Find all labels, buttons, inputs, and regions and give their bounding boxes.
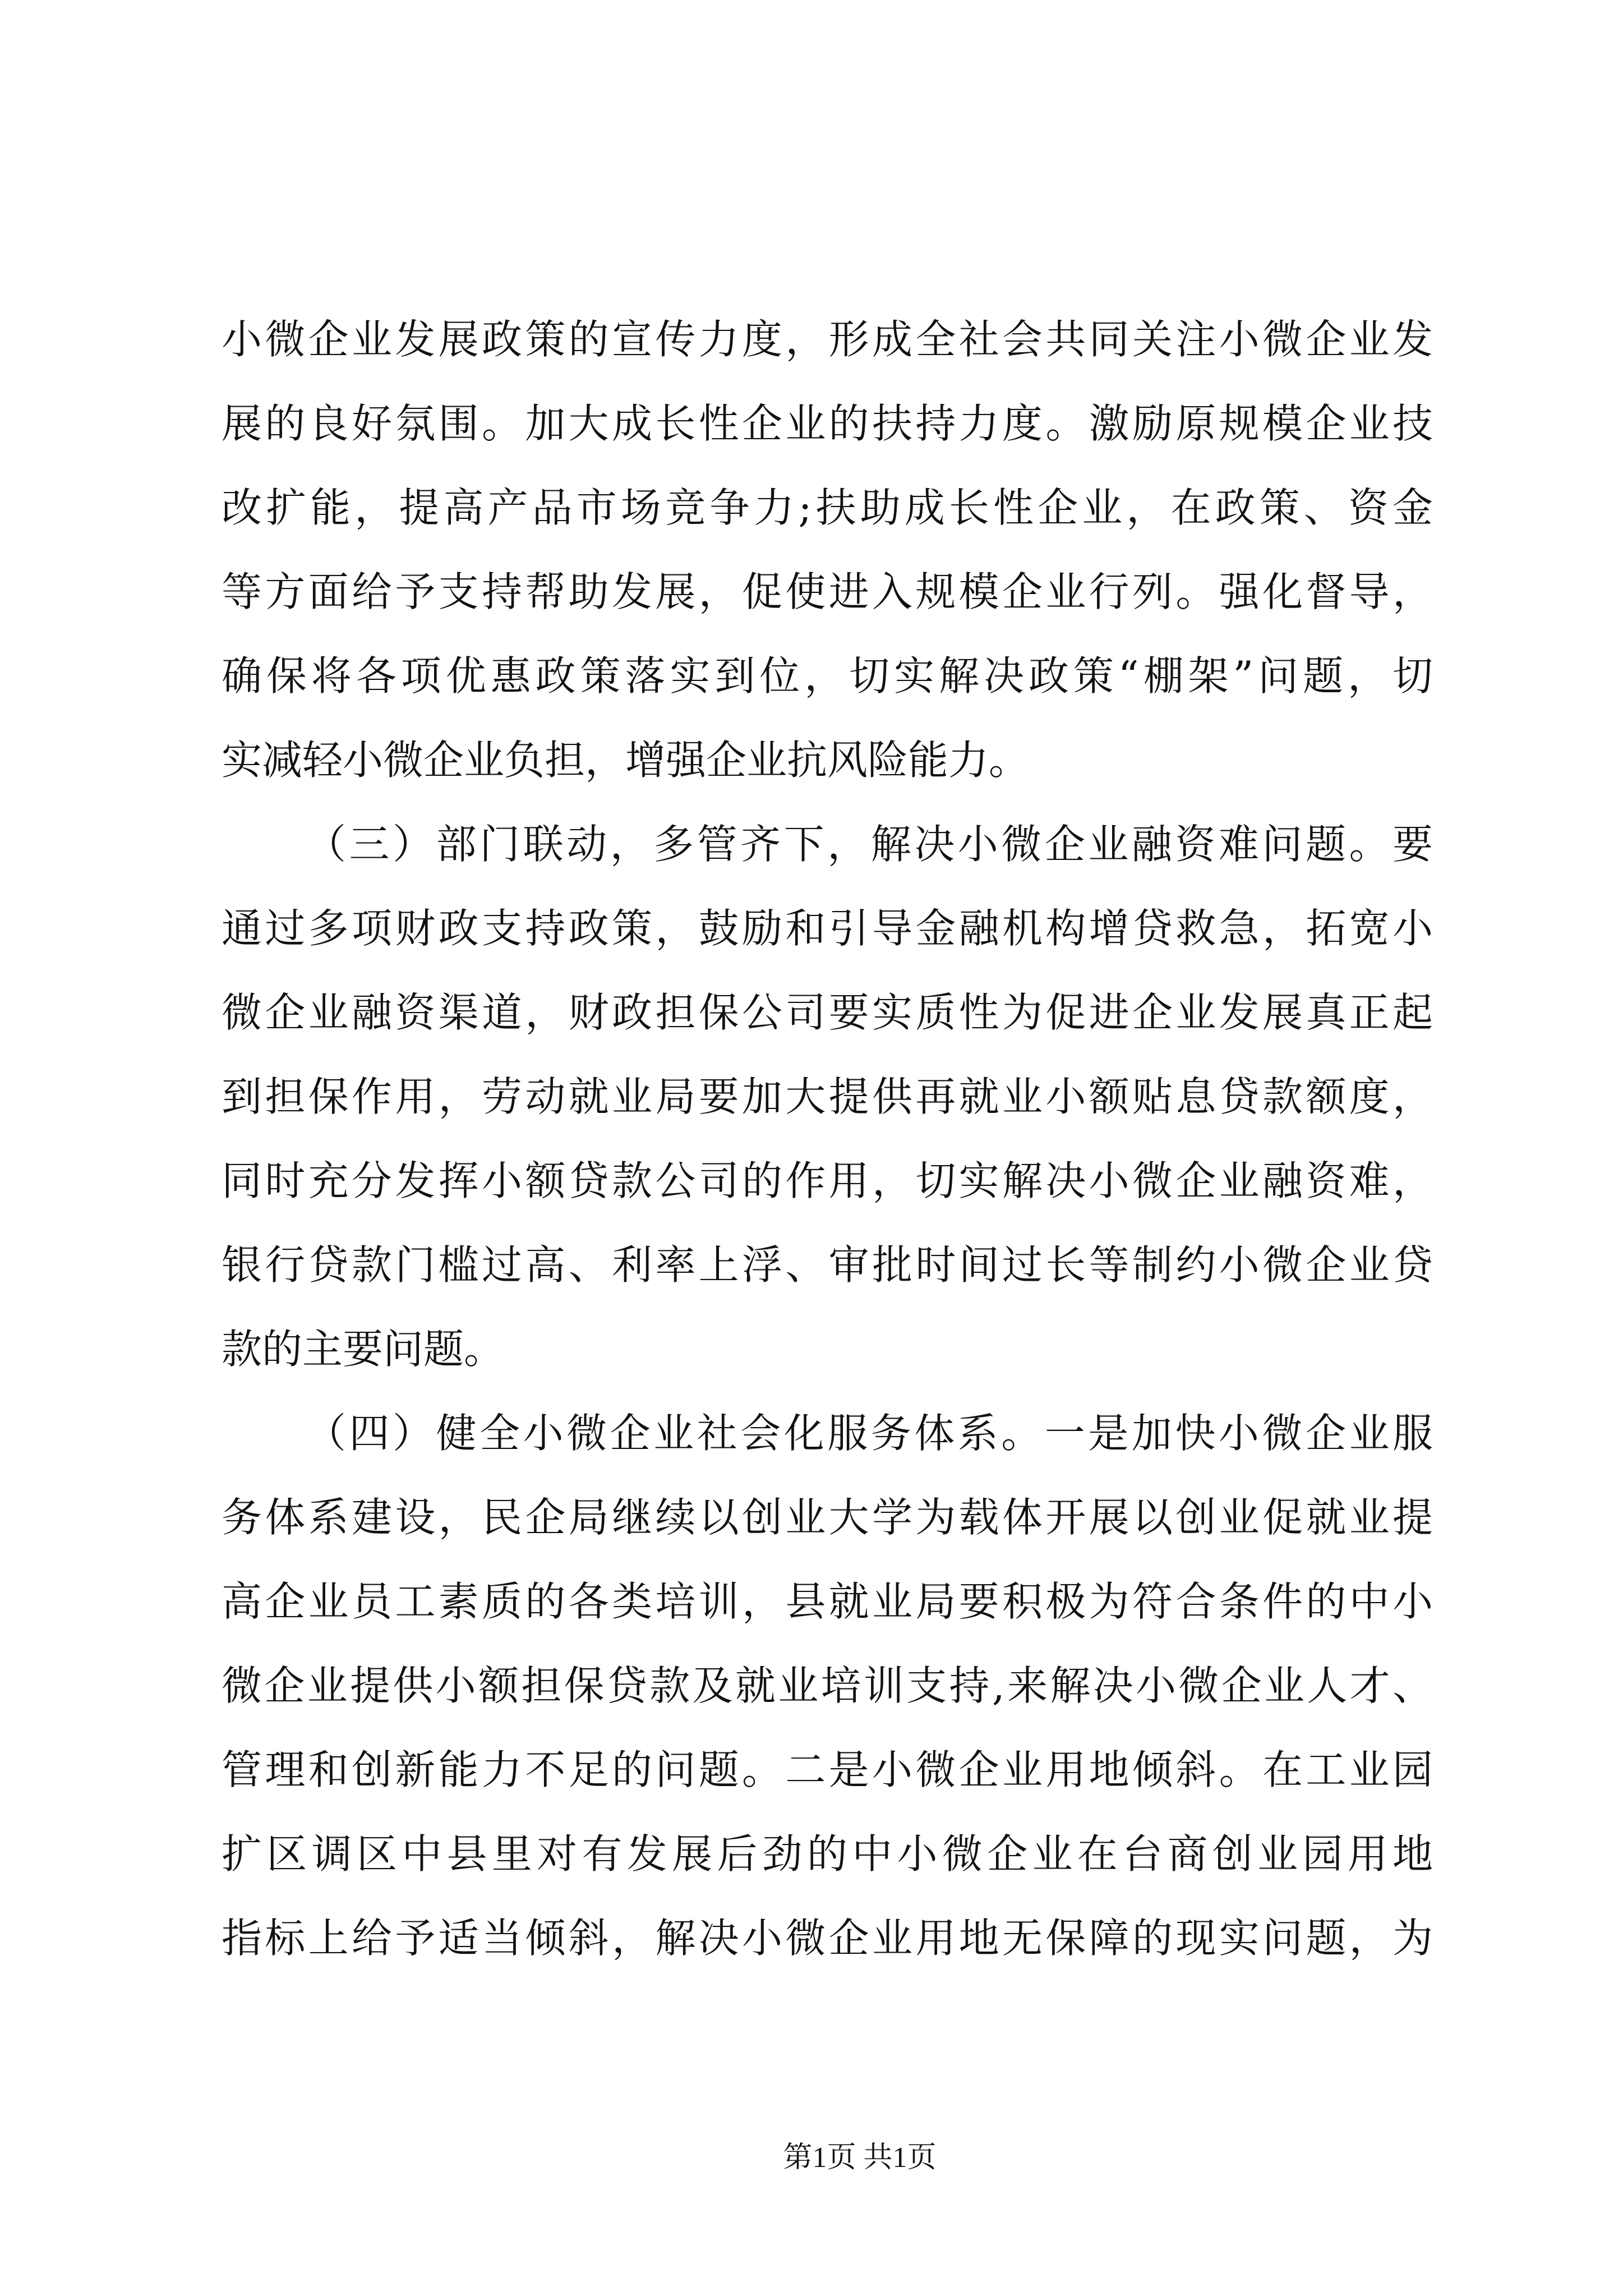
paragraph bbox=[222, 802, 1433, 1391]
text-line: （四）健全小微企业社会化服务体系。一是加快小微企业服 bbox=[306, 1410, 1433, 1457]
document-body bbox=[222, 297, 1433, 1980]
text-line: 扩区调区中县里对有发展后劲的中小微企业在台商创业园用地 bbox=[222, 1830, 1433, 1878]
text-line: 展的良好氛围。加大成长性企业的扶持力度。激励原规模企业技 bbox=[222, 400, 1433, 447]
text-line: 等方面给予支持帮助发展，促使进入规模企业行列。强化督导， bbox=[222, 568, 1433, 615]
text-line: 微企业融资渠道，财政担保公司要实质性为促进企业发展真正起 bbox=[222, 989, 1433, 1036]
text-line: 银行贷款门槛过高、利率上浮、审批时间过长等制约小微企业贷 bbox=[222, 1241, 1433, 1289]
text-line: 高企业员工素质的各类培训，县就业局要积极为符合条件的中小 bbox=[222, 1578, 1433, 1625]
text-line: 实减轻小微企业负担，增强企业抗风险能力。 bbox=[222, 737, 1030, 784]
text-line: 改扩能，提高产品市场竞争力;扶助成长性企业，在政策、资金 bbox=[222, 484, 1433, 531]
text-line: 微企业提供小额担保贷款及就业培训支持,来解决小微企业人才、 bbox=[222, 1662, 1433, 1709]
text-line: 到担保作用，劳动就业局要加大提供再就业小额贴息贷款额度， bbox=[222, 1073, 1433, 1120]
text-line: 确保将各项优惠政策落实到位，切实解决政策“棚架”问题，切 bbox=[222, 652, 1433, 700]
text-line: 管理和创新能力不足的问题。二是小微企业用地倾斜。在工业园 bbox=[222, 1746, 1433, 1793]
text-line: 小微企业发展政策的宣传力度，形成全社会共同关注小微企业发 bbox=[222, 316, 1433, 363]
paragraph bbox=[222, 1391, 1433, 1980]
paragraph bbox=[222, 297, 1433, 802]
text-line: 务体系建设，民企局继续以创业大学为载体开展以创业促就业提 bbox=[222, 1494, 1433, 1541]
text-line: 款的主要问题。 bbox=[222, 1326, 505, 1373]
text-line: 通过多项财政支持政策，鼓励和引导金融机构增贷救急，拓宽小 bbox=[222, 905, 1433, 952]
text-line: （三）部门联动，多管齐下，解决小微企业融资难问题。要 bbox=[306, 821, 1433, 868]
page-footer: 第1页 共1页 bbox=[783, 2142, 937, 2174]
text-line: 同时充分发挥小额贷款公司的作用，切实解决小微企业融资难， bbox=[222, 1157, 1433, 1204]
text-line: 指标上给予适当倾斜，解决小微企业用地无保障的现实问题，为 bbox=[222, 1915, 1433, 1962]
